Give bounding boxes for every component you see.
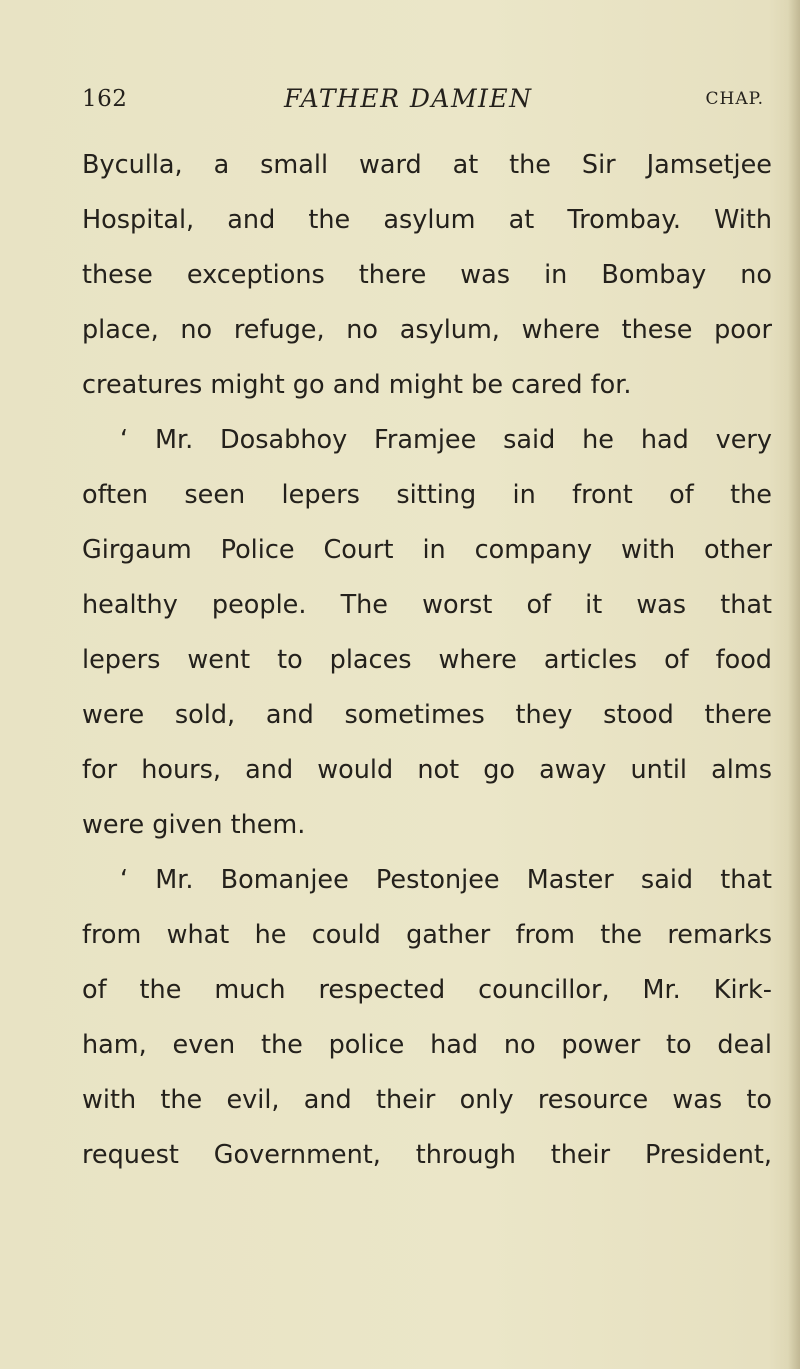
text-line: healthy people. The worst of it was that — [82, 590, 772, 620]
text-line: were sold, and sometimes they stood there — [82, 700, 772, 730]
text-line: place, no refuge, no asylum, where these poor — [82, 315, 772, 345]
text-line: request Government, through their President, — [82, 1140, 772, 1170]
text-line: Hospital, and the asylum at Trombay. With — [82, 205, 772, 235]
text-line: ‘ Mr. Bomanjee Pestonjee Master said that — [120, 865, 772, 895]
text-line: often seen lepers sitting in front of the — [82, 480, 772, 510]
page-number: 162 — [82, 86, 128, 112]
text-line: Girgaum Police Court in company with other — [82, 535, 772, 565]
text-line: ham, even the police had no power to deal — [82, 1030, 772, 1060]
text-line: were given them. — [82, 810, 306, 840]
text-line: ‘ Mr. Dosabhoy Framjee said he had very — [120, 425, 772, 455]
body-text — [82, 138, 772, 1183]
text-line: of the much respected councillor, Mr. Kirk- — [82, 975, 772, 1005]
text-line: from what he could gather from the remarks — [82, 920, 772, 950]
chapter-label: CHAP. — [705, 89, 764, 109]
page-edge-shadow — [788, 0, 800, 1369]
running-title: FATHER DAMIEN — [284, 84, 533, 113]
text-line: Byculla, a small ward at the Sir Jamsetjee — [82, 150, 772, 180]
page-header — [82, 86, 764, 116]
text-line: creatures might go and might be cared for. — [82, 370, 632, 400]
text-line: these exceptions there was in Bombay no — [82, 260, 772, 290]
text-line: lepers went to places where articles of food — [82, 645, 772, 675]
text-line: for hours, and would not go away until alms — [82, 755, 772, 785]
text-line: with the evil, and their only resource was to — [82, 1085, 772, 1115]
